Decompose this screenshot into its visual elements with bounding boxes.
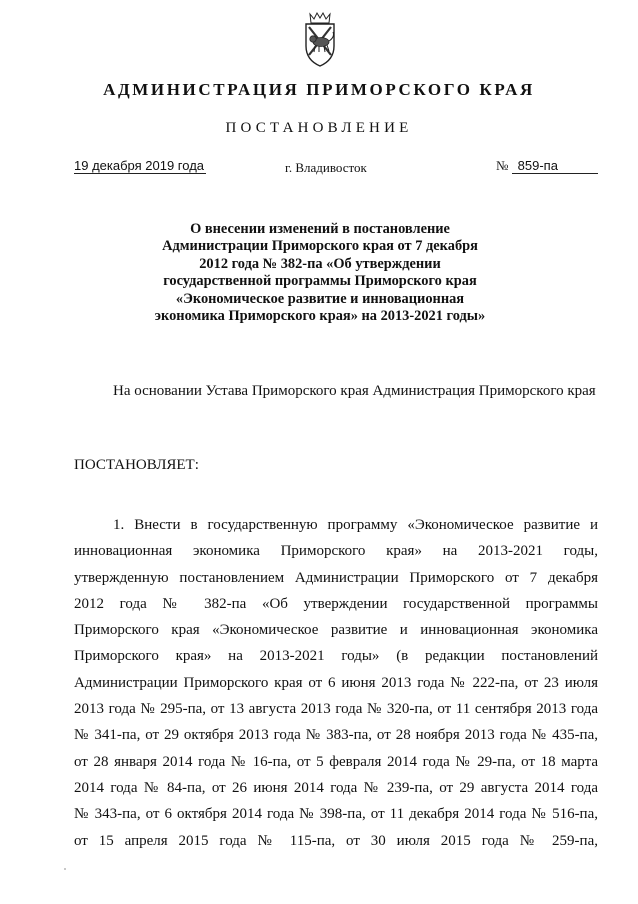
paragraph-line: 2013 года № 295-па, от 13 августа 2013 года № 320-па, от 11 сентября 2013 года [74,701,598,718]
basis-paragraph: На основании Устава Приморского края Администрация Приморского края [113,383,596,399]
document-city: г. Владивосток [285,160,367,175]
paragraph-line: Приморского края» на 2013-2021 годы» (в редакции постановлений [74,648,598,665]
document-type: ПОСТАНОВЛЕНИЕ [225,120,413,136]
paragraph-line: утвержденную постановлением Администрации Приморского от 7 декабря [74,569,598,586]
document-title [120,221,520,325]
title-line: «Экономическое развитие и инновационная [175,290,465,307]
document-number [496,158,598,174]
paragraph-line: инновационная экономика Приморского края» на 2013-2021 годы, [74,543,598,560]
paragraph-line: Администрации Приморского края от 6 июня 2013 года № 222-па, от 23 июля [74,674,598,691]
paragraph-line: 2014 года № 84-па, от 26 июня 2014 года № 239-па, от 29 августа 2014 года [74,779,598,796]
title-line: государственной программы Приморского края [163,273,477,290]
paragraph-line: № 341-па, от 29 октября 2013 года № 383-па, от 28 ноября 2013 года № 435-па, [74,727,598,744]
organization-name: АДМИНИСТРАЦИЯ ПРИМОРСКОГО КРАЯ [103,80,535,99]
paragraph-line: 2012 года № 382-па «Об утверждении государственной программы [74,595,598,612]
coat-of-arms-icon [300,10,340,68]
item-1-paragraph [74,512,598,854]
document-date: 19 декабря 2019 года [74,158,205,173]
paragraph-line: № 343-па, от 6 октября 2014 года № 398-па, от 11 декабря 2014 года № 516-па, [74,806,598,823]
number-prefix: № [496,158,509,173]
paragraph-line: от 28 января 2014 года № 16-па, от 5 февраля 2014 года № 29-па, от 18 марта [74,753,598,770]
title-line: О внесении изменений в постановление [190,221,450,237]
title-line: 2012 года № 382-па «Об утверждении [199,255,441,272]
paragraph-line: Приморского края «Экономическое развитие и инновационная экономика [74,622,598,639]
paragraph-line: 1. Внести в государственную программу «Экономическое развитие и [113,517,598,533]
decree-word: ПОСТАНОВЛЯЕТ: [74,457,199,473]
title-line: экономика Приморского края» на 2013-2021 годы» [154,308,486,325]
paragraph-line: от 15 апреля 2015 года № 115-па, от 30 июля 2015 года № 259-па, [74,832,598,849]
number-value: 859-па [512,158,598,174]
scan-speck [64,868,66,870]
title-line: Администрации Приморского края от 7 декабря [162,238,478,255]
